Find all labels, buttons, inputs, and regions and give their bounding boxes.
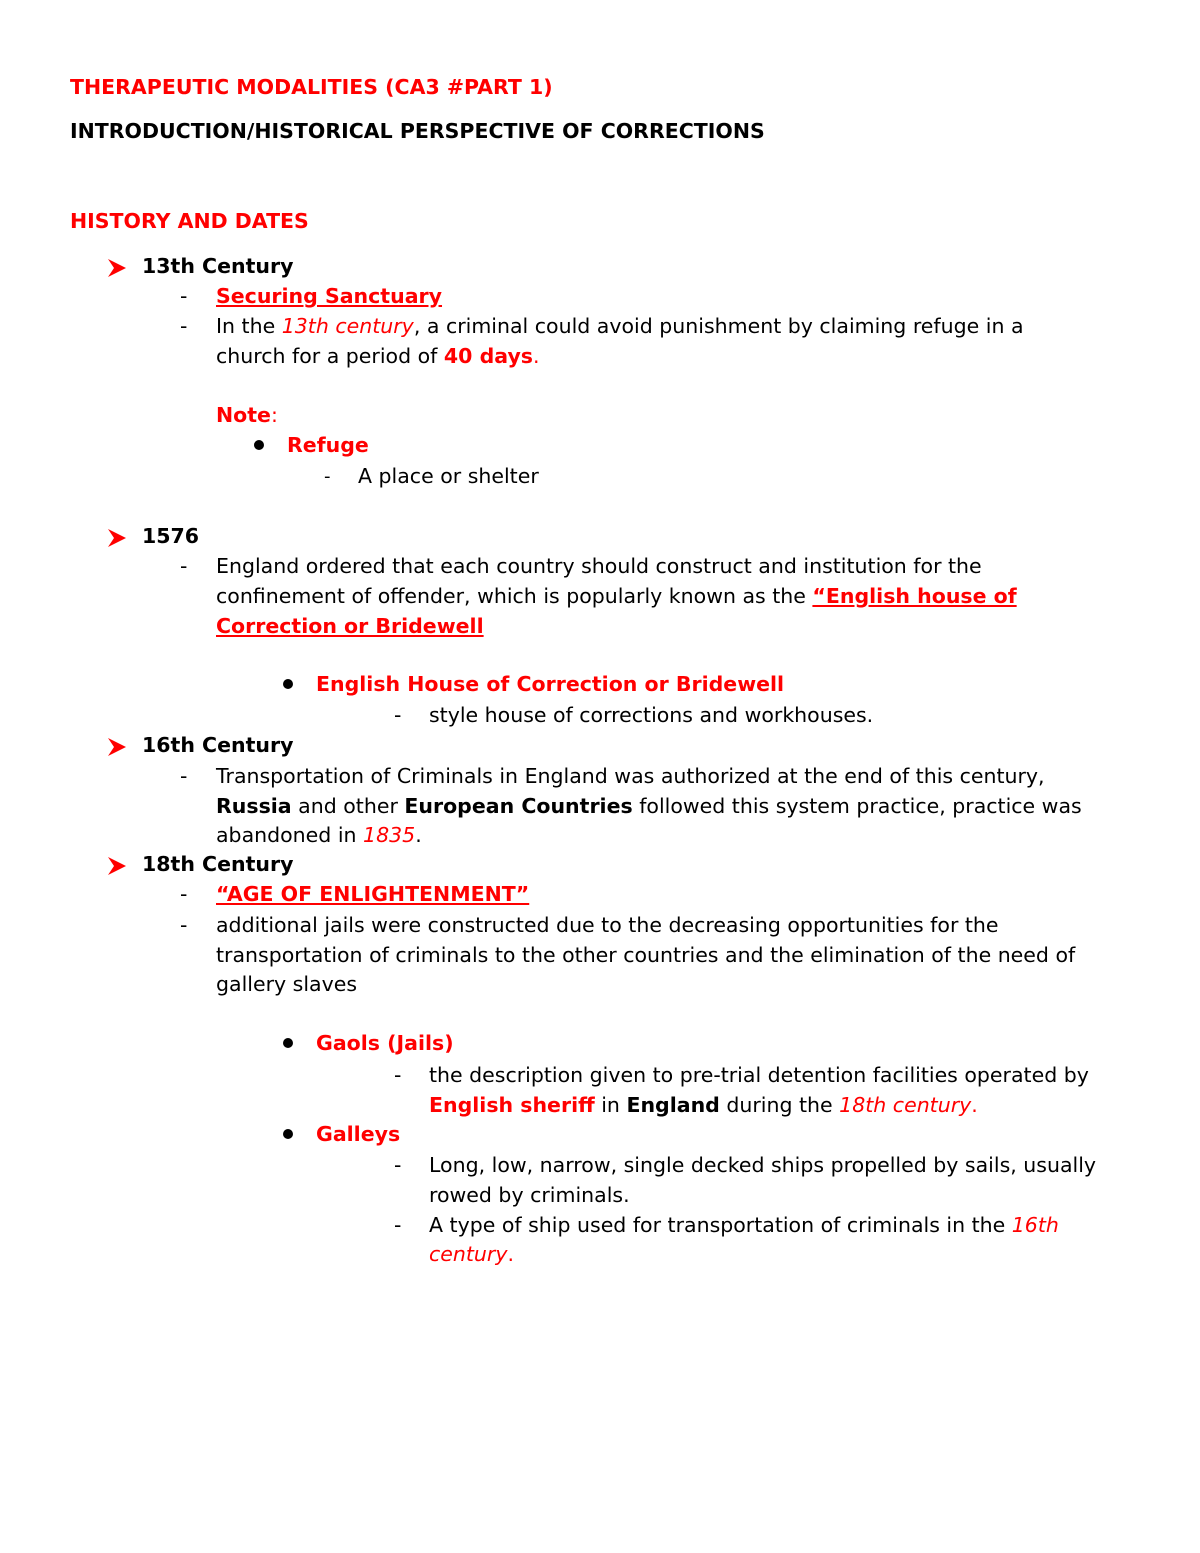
arrow-bullet-icon [106, 736, 128, 758]
sanctuary-description-line-1: In the 13th century, a criminal could avoid punishment by claiming refuge in a [216, 314, 1024, 338]
galleys-definition-1-line-1: Long, low, narrow, single decked ships propelled by sails, usually [429, 1153, 1097, 1177]
section-heading: HISTORY AND DATES [70, 209, 309, 233]
16th-description-line-2: Russia and other European Countries followed this system practice, practice was [216, 794, 1082, 818]
dash-bullet: - [394, 1213, 402, 1237]
bullet-dot-icon [283, 679, 293, 689]
dash-bullet: - [324, 466, 331, 487]
age-of-enlightenment: “AGE OF ENLIGHTENMENT” [216, 882, 530, 906]
dash-bullet: - [394, 1063, 402, 1087]
heading-1576: 1576 [142, 524, 200, 548]
18th-description-line-3: gallery slaves [216, 972, 358, 996]
1576-description-line-2: confinement of offender, which is popularly known as the “English house of [216, 584, 1017, 608]
dash-bullet: - [394, 703, 402, 727]
bullet-dot-icon [283, 1129, 293, 1139]
bullet-dot-icon [283, 1038, 293, 1048]
note-label: Note: [216, 403, 278, 427]
refuge-term: Refuge [287, 433, 369, 457]
arrow-bullet-icon [106, 527, 128, 549]
bridewell-term: English House of Correction or Bridewell [316, 672, 785, 696]
dash-bullet: - [180, 882, 188, 906]
dash-bullet: - [180, 554, 188, 578]
sanctuary-description-line-2: church for a period of 40 days. [216, 344, 540, 368]
dash-bullet: - [180, 314, 188, 338]
heading-16th-century: 16th Century [142, 733, 294, 757]
galleys-definition-1-line-2: rowed by criminals. [429, 1183, 630, 1207]
dash-bullet: - [394, 1153, 402, 1177]
document-title: THERAPEUTIC MODALITIES (CA3 #PART 1) [70, 75, 553, 99]
arrow-bullet-icon [106, 257, 128, 279]
16th-description-line-3: abandoned in 1835. [216, 823, 422, 847]
dash-bullet: - [180, 913, 188, 937]
1576-description-line-3: Correction or Bridewell [216, 614, 484, 638]
bullet-dot-icon [254, 440, 264, 450]
gaols-definition-line-2: English sheriff in England during the 18th century. [429, 1093, 978, 1117]
gaols-term: Gaols (Jails) [316, 1031, 454, 1055]
18th-description-line-1: additional jails were constructed due to the decreasing opportunities for the [216, 913, 999, 937]
heading-18th-century: 18th Century [142, 852, 294, 876]
heading-13th-century: 13th Century [142, 254, 294, 278]
refuge-definition: A place or shelter [358, 464, 539, 488]
document-subtitle: INTRODUCTION/HISTORICAL PERSPECTIVE OF CORRECTIONS [70, 119, 765, 143]
galleys-definition-2-line-2: century. [429, 1242, 514, 1266]
18th-description-line-2: transportation of criminals to the other countries and the elimination of the need of [216, 943, 1076, 967]
dash-bullet: - [180, 284, 188, 308]
securing-sanctuary: Securing Sanctuary [216, 284, 443, 308]
galleys-definition-2-line-1: A type of ship used for transportation of criminals in the 16th [429, 1213, 1059, 1237]
arrow-bullet-icon [106, 855, 128, 877]
16th-description-line-1: Transportation of Criminals in England was authorized at the end of this century, [216, 764, 1045, 788]
dash-bullet: - [180, 764, 188, 788]
bridewell-definition: style house of corrections and workhouses. [429, 703, 874, 727]
gaols-definition-line-1: the description given to pre-trial detention facilities operated by [429, 1063, 1089, 1087]
1576-description-line-1: England ordered that each country should construct and institution for the [216, 554, 982, 578]
galleys-term: Galleys [316, 1122, 401, 1146]
